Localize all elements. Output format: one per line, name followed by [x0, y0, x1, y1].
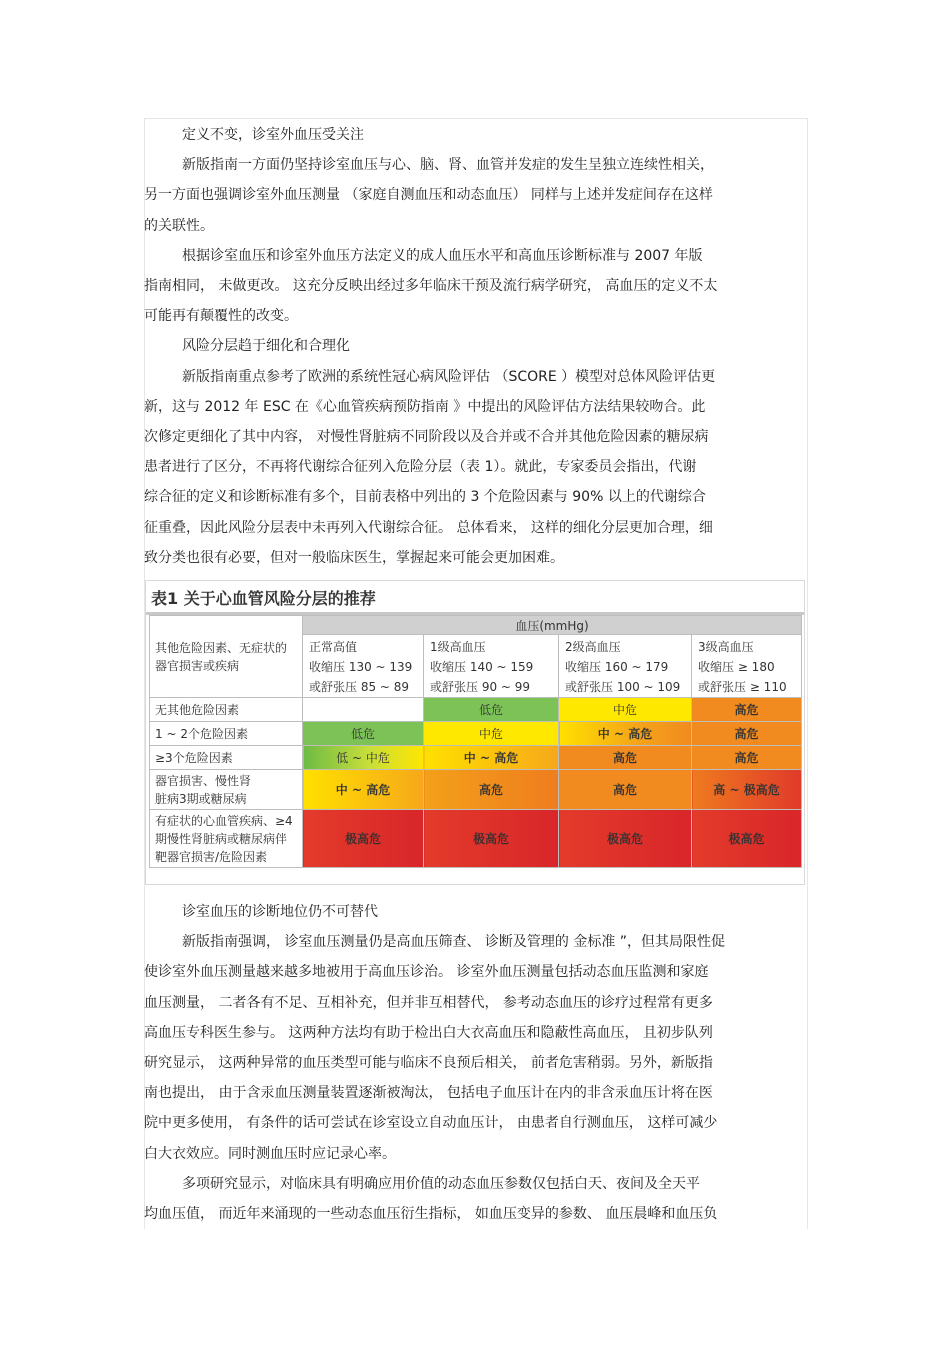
- risk-cell: 低 ~ 中危: [303, 746, 424, 770]
- text-line: 可能再有颠覆性的改变。: [144, 308, 298, 325]
- risk-table: [149, 615, 802, 868]
- text-line: 定义不变，诊室外血压受关注: [182, 127, 364, 143]
- table-row: [150, 770, 802, 810]
- risk-cell: 高危: [692, 746, 802, 770]
- text-line: 血压测量， 二者各有不足、互相补充，但并非互相替代， 参考动态血压的诊疗过程常有更多: [144, 994, 713, 1011]
- text-line: 指南相同， 未做更改。 这充分反映出经过多年临床干预及流行病学研究， 高血压的定义不太: [144, 278, 718, 294]
- table-title: 表1 关于心血管风险分层的推荐: [151, 589, 376, 608]
- text-line: 均血压值， 而近年来涌现的一些动态血压衍生指标， 如血压变异的参数、 血压晨峰和血压负: [144, 1206, 718, 1222]
- risk-cell: 极高危: [559, 810, 692, 868]
- text-line: 新版指南重点参考了欧洲的系统性冠心病风险评估 （SCORE ）模型对总体风险评估更: [182, 368, 716, 385]
- row-label: 无其他危险因素: [150, 698, 303, 722]
- risk-cell: 低危: [303, 722, 424, 746]
- risk-table-figure: [145, 580, 805, 885]
- risk-cell: 极高危: [303, 810, 424, 868]
- risk-cell: [303, 698, 424, 722]
- text-line: 研究显示， 这两种异常的血压类型可能与临床不良预后相关， 前者危害稍弱。另外，新版指: [144, 1055, 713, 1071]
- text-line: 新版指南强调， 诊室血压测量仍是高血压筛查、 诊断及管理的 金标准 ”，但其局限性促: [182, 934, 726, 951]
- table-row: [150, 810, 802, 868]
- table-row: [150, 722, 802, 746]
- row-label: ≥3个危险因素: [150, 746, 303, 770]
- col-header-grade2: 2级高血压 收缩压 160 ~ 179 或舒张压 100 ~ 109: [559, 635, 692, 698]
- text-line: 风险分层趋于细化和合理化: [182, 338, 350, 355]
- risk-cell: 极高危: [692, 810, 802, 868]
- corner-header: 其他危险因素、无症状的 器官损害或疾病: [150, 616, 303, 698]
- text-line: 患者进行了区分，不再将代谢综合征列入危险分层（表 1）。就此，专家委员会指出，代谢: [144, 459, 697, 476]
- text-line: 诊室血压的诊断地位仍不可替代: [182, 904, 378, 920]
- risk-cell: 中危: [559, 698, 692, 722]
- risk-cell: 高危: [424, 770, 559, 810]
- row-label: 器官损害、慢性肾 脏病3期或糖尿病: [150, 770, 303, 810]
- risk-cell: 极高危: [424, 810, 559, 868]
- risk-cell: 中 ~ 高危: [559, 722, 692, 746]
- text-line: 南也提出， 由于含汞血压测量装置逐渐被淘汰， 包括电子血压计在内的非含汞血压计将在医: [144, 1085, 713, 1102]
- risk-cell: 中 ~ 高危: [424, 746, 559, 770]
- risk-cell: 低危: [424, 698, 559, 722]
- text-line: 新，这与 2012 年 ESC 在《心血管疾病预防指南 》中提出的风险评估方法结果较吻合。此: [144, 398, 706, 415]
- text-line: 新版指南一方面仍坚持诊室血压与心、脑、肾、血管并发症的发生呈独立连续性相关，: [182, 157, 714, 174]
- text-line: 致分类也很有必要，但对一般临床医生，掌握起来可能会更加困难。: [144, 549, 564, 566]
- risk-cell: 高危: [692, 722, 802, 746]
- risk-cell: 高危: [559, 770, 692, 810]
- text-line: 征重叠，因此风险分层表中未再列入代谢综合征。 总体看来， 这样的细化分层更加合理，细: [144, 519, 713, 536]
- text-line: 另一方面也强调诊室外血压测量 （家庭自测血压和动态血压） 同样与上述并发症间存在这样: [144, 187, 713, 204]
- row-label: 有症状的心血管疾病、≥4 期慢性肾脏病或糖尿病伴 靶器官损害/危险因素: [150, 810, 303, 868]
- text-line: 根据诊室血压和诊室外血压方法定义的成人血压水平和高血压诊断标准与 2007 年版: [182, 247, 703, 264]
- risk-cell: 高危: [559, 746, 692, 770]
- risk-cell: 中危: [424, 722, 559, 746]
- table-row: [150, 698, 802, 722]
- col-header-grade1: 1级高血压 收缩压 140 ~ 159 或舒张压 90 ~ 99: [424, 635, 559, 698]
- text-line: 高血压专科医生参与。 这两种方法均有助于检出白大衣高血压和隐蔽性高血压， 且初步队列: [144, 1024, 713, 1041]
- text-line: 的关联性。: [144, 217, 214, 234]
- col-header-grade3: 3级高血压 收缩压 ≥ 180 或舒张压 ≥ 110: [692, 635, 802, 698]
- text-line: 综合征的定义和诊断标准有多个，目前表格中列出的 3 个危险因素与 90% 以上的代谢综合: [144, 489, 706, 506]
- risk-cell: 高危: [692, 698, 802, 722]
- text-line: 次修定更细化了其中内容， 对慢性肾脏病不同阶段以及合并或不合并其他危险因素的糖尿病: [144, 429, 709, 445]
- risk-cell: 高 ~ 极高危: [692, 770, 802, 810]
- risk-cell: 中 ~ 高危: [303, 770, 424, 810]
- bp-header: 血压(mmHg): [303, 616, 802, 635]
- text-line: 多项研究显示，对临床具有明确应用价值的动态血压参数仅包括白天、夜间及全天平: [182, 1175, 700, 1192]
- row-label: 1 ~ 2个危险因素: [150, 722, 303, 746]
- table-row: [150, 746, 802, 770]
- col-header-normal-high: 正常高值 收缩压 130 ~ 139 或舒张压 85 ~ 89: [303, 635, 424, 698]
- text-line: 使诊室外血压测量越来越多地被用于高血压诊治。 诊室外血压测量包括动态血压监测和家庭: [144, 964, 709, 981]
- text-line: 白大衣效应。同时测血压时应记录心率。: [144, 1145, 396, 1162]
- text-line: 院中更多使用， 有条件的话可尝试在诊室设立自动血压计， 由患者自行测血压， 这样可减少: [144, 1115, 718, 1132]
